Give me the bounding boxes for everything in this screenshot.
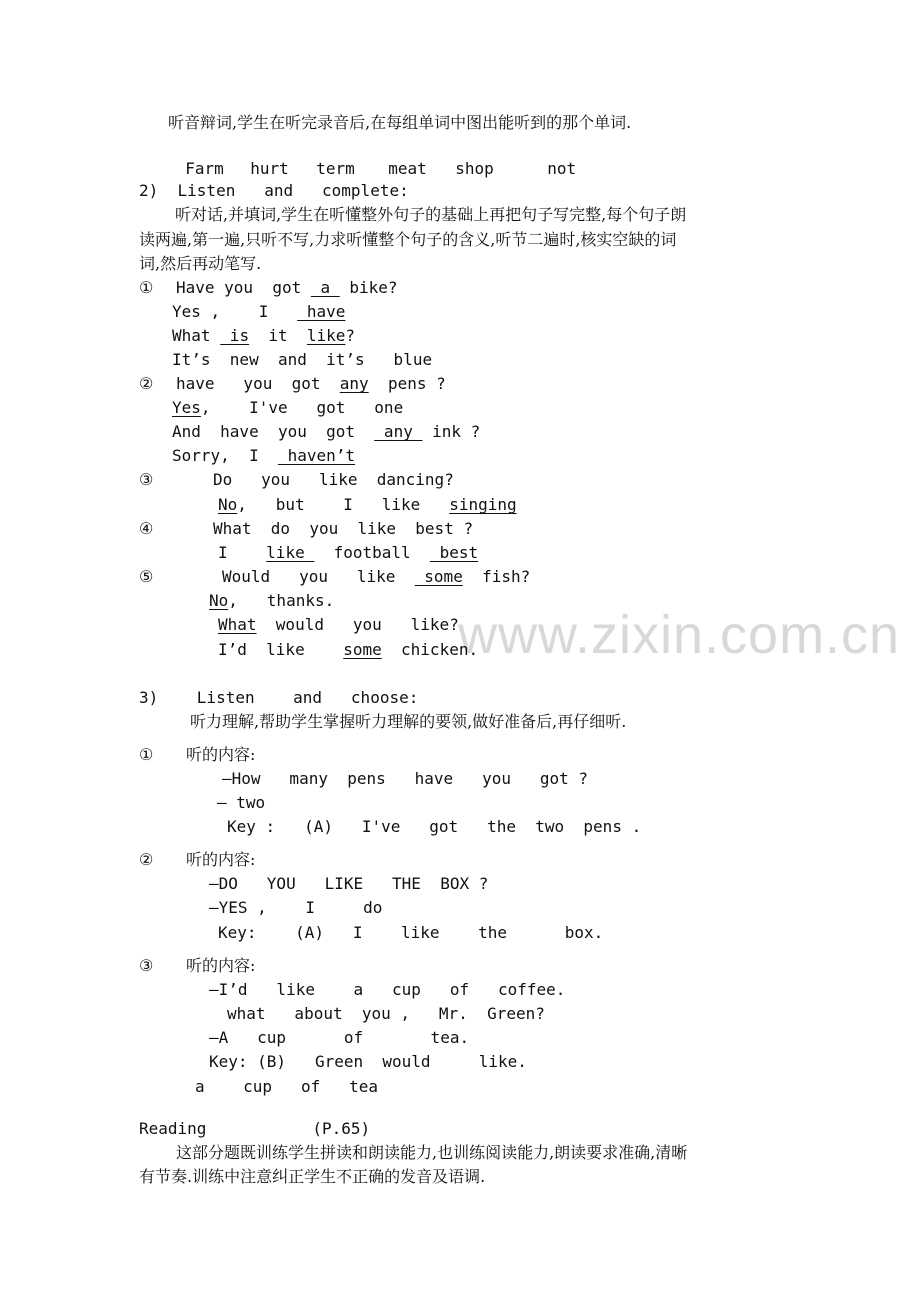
word-farm: Farm (185, 159, 224, 178)
blank-answer: like (266, 543, 315, 562)
item-number: ⑤ (139, 567, 154, 586)
dialogue-line: What is it like? (172, 326, 356, 345)
word-list (166, 139, 576, 179)
section2-desc-2: 读两遍,第一遍,只听不写,力求听懂整个句子的含义,听节二遍时,核实空缺的词 (139, 230, 677, 249)
reading-heading: Reading (P.65) (139, 1119, 371, 1138)
dialogue-line: And have you got any ink ? (172, 422, 481, 441)
word-meat: meat (388, 159, 427, 178)
listening-label: 听的内容: (186, 850, 256, 869)
blank-answer: some (414, 567, 463, 586)
blank-answer: is (220, 326, 250, 345)
item-number: ② (139, 850, 154, 869)
blank-answer: best (429, 543, 479, 562)
dialogue-line: I’d like some chicken. (218, 640, 479, 659)
blank-answer: a (310, 278, 340, 297)
blank-answer: like (306, 326, 346, 345)
listening-line: a cup of tea (195, 1077, 379, 1096)
listening-line: —YES , I do (209, 898, 383, 917)
listening-line: —I’d like a cup of coffee. (209, 980, 566, 999)
word-not: not (547, 159, 577, 178)
dialogue-line: Would you like some fish? (222, 567, 531, 586)
item-number: ① (139, 278, 154, 297)
item-number: ③ (139, 470, 154, 489)
listening-line: —How many pens have you got ? (222, 769, 589, 788)
dialogue-line: What do you like best ? (213, 519, 474, 538)
answer-key: Key : (A) I've got the two pens . (227, 817, 642, 836)
intro-text: 听音辩词,学生在听完录音后,在每组单词中图出能听到的那个单词. (168, 113, 632, 132)
blank-answer: What (218, 615, 257, 634)
section2-desc-3: 词,然后再动笔写. (139, 254, 262, 273)
dialogue-line: No, thanks. (209, 591, 335, 610)
item-number: ① (139, 745, 154, 764)
dialogue-line: No, but I like singing (218, 495, 517, 514)
dialogue-line: Sorry, I haven’t (172, 446, 356, 465)
watermark: www.zixin.com.cn (458, 605, 901, 665)
reading-desc-2: 有节奏.训练中注意纠正学生不正确的发音及语调. (139, 1167, 486, 1186)
answer-key: Key: (B) Green would like. (209, 1052, 527, 1071)
blank-answer: have (297, 302, 346, 321)
dialogue-line: Yes , I have (172, 302, 346, 321)
blank-answer: haven’t (277, 446, 356, 465)
blank-answer: No (209, 591, 229, 610)
blank-answer: any (339, 374, 369, 393)
dialogue-line: Have you got a bike? (176, 278, 398, 297)
blank-answer: No (218, 495, 238, 514)
blank-answer: any (374, 422, 423, 441)
dialogue-line: Do you like dancing? (213, 470, 454, 489)
dialogue-line: have you got any pens ? (176, 374, 446, 393)
word-shop: shop (455, 159, 494, 178)
item-number: ③ (139, 956, 154, 975)
listening-line: — two (217, 793, 266, 812)
blank-answer: singing (449, 495, 517, 514)
dialogue-line: It’s new and it’s blue (172, 350, 433, 369)
section2-desc-1: 听对话,并填词,学生在听懂整外句子的基础上再把句子写完整,每个句子朗 (175, 205, 687, 224)
item-number: ④ (139, 519, 154, 538)
dialogue-line: Yes, I've got one (172, 398, 404, 417)
blank-answer: Yes (172, 398, 201, 417)
listening-line: what about you , Mr. Green? (227, 1004, 545, 1023)
word-term: term (316, 159, 355, 178)
dialogue-line: What would you like? (218, 615, 459, 634)
listening-line: —DO YOU LIKE THE BOX ? (209, 874, 489, 893)
item-number: ② (139, 374, 154, 393)
reading-desc-1: 这部分题既训练学生拼读和朗读能力,也训练阅读能力,朗读要求准确,清晰 (176, 1143, 688, 1162)
section3-desc: 听力理解,帮助学生掌握听力理解的要领,做好准备后,再仔细听. (190, 712, 627, 731)
blank-answer: some (343, 640, 382, 659)
listening-line: —A cup of tea. (209, 1028, 470, 1047)
dialogue-line: I like football best (218, 543, 479, 562)
listening-label: 听的内容: (186, 745, 256, 764)
answer-key: Key: (A) I like the box. (218, 923, 604, 942)
word-hurt: hurt (250, 159, 289, 178)
section3-heading: 3) Listen and choose: (139, 688, 419, 707)
section2-heading: 2) Listen and complete: (139, 181, 409, 200)
listening-label: 听的内容: (186, 956, 256, 975)
